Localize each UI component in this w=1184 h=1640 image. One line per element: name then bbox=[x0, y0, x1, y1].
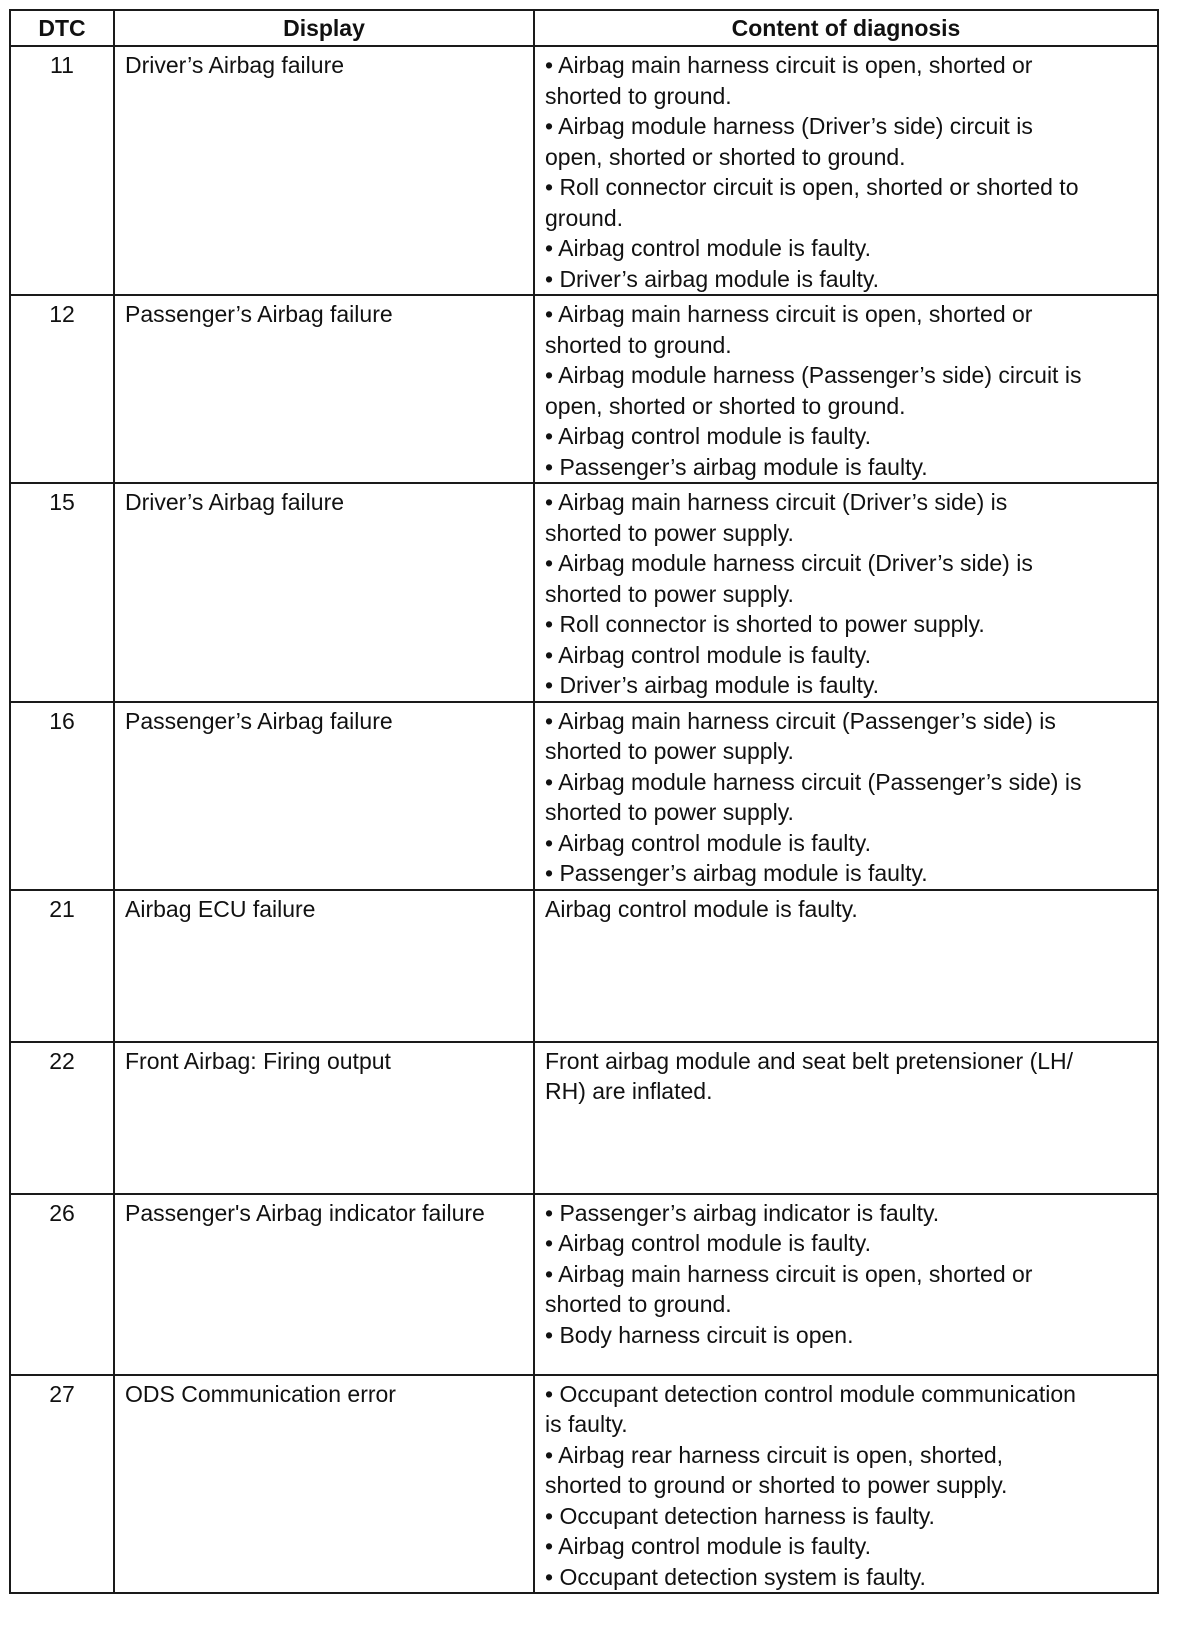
diagnosis-line: shorted to ground. bbox=[545, 331, 732, 358]
dtc-content bbox=[534, 295, 1158, 483]
table-row bbox=[10, 702, 1158, 890]
dtc-code: 26 bbox=[10, 1194, 114, 1375]
table-row bbox=[10, 890, 1158, 1042]
dtc-code: 15 bbox=[10, 483, 114, 702]
diagnosis-line: • Driver’s airbag module is faulty. bbox=[545, 672, 880, 698]
diagnosis-line: shorted to ground or shorted to power supply. bbox=[545, 1472, 1008, 1498]
diagnosis-line: • Airbag control module is faulty. bbox=[545, 641, 871, 668]
diagnosis-line: • Occupant detection system is faulty. bbox=[545, 1563, 926, 1590]
header-dtc: DTC bbox=[10, 10, 114, 46]
dtc-display: Front Airbag: Firing output bbox=[114, 1042, 534, 1194]
diagnosis-line: open, shorted or shorted to ground. bbox=[545, 392, 906, 419]
dtc-code: 27 bbox=[10, 1375, 114, 1594]
diagnosis-line: • Airbag control module is faulty. bbox=[545, 423, 871, 449]
diagnosis-line: • Passenger’s airbag module is faulty. bbox=[545, 860, 928, 886]
dtc-content bbox=[534, 1042, 1158, 1194]
table-row bbox=[10, 483, 1158, 702]
diagnosis-line: shorted to power supply. bbox=[545, 799, 794, 825]
diagnosis-line: • Airbag module harness (Driver’s side) circuit is bbox=[545, 113, 1033, 139]
table-header-row bbox=[10, 10, 1158, 46]
diagnosis-line: • Airbag module harness circuit (Driver’s side) is bbox=[545, 550, 1033, 576]
diagnosis-line: • Airbag main harness circuit is open, shorted or bbox=[545, 52, 1033, 78]
dtc-display: Passenger’s Airbag failure bbox=[114, 295, 534, 483]
dtc-display: Passenger's Airbag indicator failure bbox=[114, 1194, 534, 1375]
header-display: Display bbox=[114, 10, 534, 46]
dtc-code: 12 bbox=[10, 295, 114, 483]
dtc-code: 16 bbox=[10, 702, 114, 890]
diagnosis-line: • Roll connector circuit is open, shorted or shorted to bbox=[545, 174, 1079, 200]
diagnosis-line: shorted to ground. bbox=[545, 82, 732, 109]
header-content: Content of diagnosis bbox=[534, 10, 1158, 46]
dtc-code: 22 bbox=[10, 1042, 114, 1194]
diagnosis-line: shorted to power supply. bbox=[545, 519, 794, 546]
diagnosis-line: • Airbag main harness circuit (Passenger’s side) is bbox=[545, 707, 1056, 734]
dtc-content bbox=[534, 483, 1158, 702]
diagnosis-line: Front airbag module and seat belt pretensioner (LH/ bbox=[545, 1047, 1074, 1074]
table-row bbox=[10, 1194, 1158, 1375]
diagnosis-line: • Airbag control module is faulty. bbox=[545, 1533, 871, 1559]
diagnosis-line: RH) are inflated. bbox=[545, 1078, 713, 1104]
diagnosis-line: • Occupant detection control module communication bbox=[545, 1380, 1076, 1407]
diagnosis-line: • Occupant detection harness is faulty. bbox=[545, 1502, 935, 1529]
dtc-table bbox=[9, 9, 1159, 1594]
diagnosis-line: • Airbag control module is faulty. bbox=[545, 235, 871, 261]
diagnosis-line: shorted to power supply. bbox=[545, 580, 794, 607]
diagnosis-line: • Airbag rear harness circuit is open, shorted, bbox=[545, 1441, 1004, 1468]
dtc-content bbox=[534, 1375, 1158, 1594]
dtc-content bbox=[534, 890, 1158, 1042]
dtc-code: 11 bbox=[10, 46, 114, 295]
diagnosis-line: • Airbag control module is faulty. bbox=[545, 829, 871, 856]
diagnosis-line: • Airbag module harness (Passenger’s side) circuit is bbox=[545, 362, 1082, 388]
diagnosis-line: open, shorted or shorted to ground. bbox=[545, 143, 906, 170]
table-row bbox=[10, 295, 1158, 483]
diagnosis-line: • Airbag main harness circuit is open, shorted or bbox=[545, 1260, 1033, 1287]
dtc-code: 21 bbox=[10, 890, 114, 1042]
table-row bbox=[10, 1375, 1158, 1594]
diagnosis-line: • Body harness circuit is open. bbox=[545, 1321, 854, 1348]
diagnosis-line: • Airbag module harness circuit (Passenger’s side) is bbox=[545, 768, 1082, 795]
diagnosis-line: ground. bbox=[545, 204, 624, 231]
table-row bbox=[10, 46, 1158, 295]
dtc-content bbox=[534, 46, 1158, 295]
table-body bbox=[10, 46, 1158, 1593]
diagnosis-line: • Driver’s airbag module is faulty. bbox=[545, 265, 880, 292]
diagnosis-line: shorted to power supply. bbox=[545, 738, 794, 764]
dtc-display: Driver’s Airbag failure bbox=[114, 483, 534, 702]
diagnosis-line: shorted to ground. bbox=[545, 1291, 732, 1317]
dtc-display: Driver’s Airbag failure bbox=[114, 46, 534, 295]
diagnosis-line: • Airbag main harness circuit is open, shorted or bbox=[545, 301, 1033, 327]
table-row bbox=[10, 1042, 1158, 1194]
diagnosis-line: • Airbag control module is faulty. bbox=[545, 1230, 871, 1256]
diagnosis-line: • Roll connector is shorted to power supply. bbox=[545, 611, 985, 637]
dtc-display: Passenger’s Airbag failure bbox=[114, 702, 534, 890]
dtc-display: ODS Communication error bbox=[114, 1375, 534, 1594]
dtc-content bbox=[534, 702, 1158, 890]
diagnosis-line: • Passenger’s airbag indicator is faulty. bbox=[545, 1199, 940, 1226]
diagnosis-line: Airbag control module is faulty. bbox=[545, 895, 858, 922]
diagnosis-line: • Passenger’s airbag module is faulty. bbox=[545, 453, 928, 480]
diagnosis-line: • Airbag main harness circuit (Driver’s side) is bbox=[545, 489, 1008, 515]
diagnosis-line: is faulty. bbox=[545, 1411, 628, 1437]
dtc-display: Airbag ECU failure bbox=[114, 890, 534, 1042]
dtc-content bbox=[534, 1194, 1158, 1375]
